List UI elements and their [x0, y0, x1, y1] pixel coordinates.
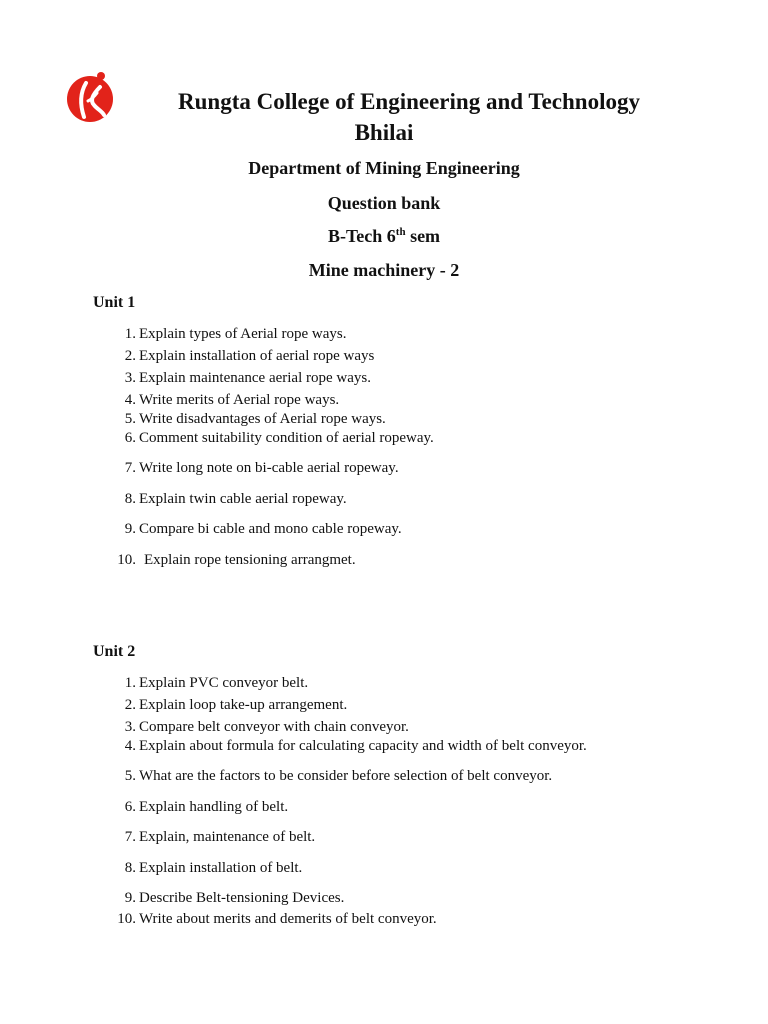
unit-2-heading: Unit 2 — [93, 643, 136, 660]
college-city: Bhilai — [354, 120, 414, 145]
unit-1-heading: Unit 1 — [93, 294, 136, 311]
question-number: 10. — [117, 911, 136, 927]
question-text: Explain maintenance aerial rope ways. — [139, 370, 371, 386]
college-name-text: Rungta College of Engineering and Technology — [178, 89, 640, 114]
question-number: 7. — [124, 460, 136, 476]
question-text: Explain handling of belt. — [139, 799, 289, 815]
question-number: 5. — [124, 768, 136, 784]
course-suffix: sem — [405, 226, 441, 246]
question-number: 3. — [124, 719, 136, 735]
question-text: Explain installation of aerial rope ways — [139, 348, 375, 364]
question-number: 9. — [124, 521, 136, 537]
department-title: Department of Mining Engineering — [248, 158, 520, 178]
question-number: 3. — [124, 370, 136, 386]
question-number: 6. — [124, 430, 136, 446]
course-superscript: th — [395, 226, 406, 238]
question-text: Write about merits and demerits of belt conveyor. — [139, 911, 437, 927]
question-number: 10. — [117, 552, 136, 568]
question-text: What are the factors to be consider before selection of belt conveyor. — [139, 768, 553, 784]
question-number: 6. — [124, 799, 136, 815]
question-text: Explain about formula for calculating capacity and width of belt conveyor. — [139, 738, 587, 754]
question-text: Describe Belt-tensioning Devices. — [139, 890, 345, 906]
question-number: 9. — [124, 890, 136, 906]
question-number: 8. — [124, 491, 136, 507]
subject-title: Mine machinery - 2 — [308, 260, 460, 280]
question-text: Comment suitability condition of aerial ropeway. — [139, 430, 434, 446]
course-prefix: B-Tech 6 — [327, 226, 396, 246]
question-number: 5. — [124, 411, 136, 427]
question-text: Write merits of Aerial rope ways. — [139, 392, 340, 408]
question-number: 4. — [124, 392, 136, 408]
question-text: Explain rope tensioning arrangmet. — [144, 552, 356, 568]
course-semester — [0, 226, 768, 247]
question-text: Explain loop take-up arrangement. — [139, 697, 348, 713]
question-number: 1. — [124, 326, 136, 342]
question-text: Write disadvantages of Aerial rope ways. — [139, 411, 386, 427]
document-type: Question bank — [327, 193, 441, 213]
question-number: 2. — [124, 697, 136, 713]
question-text: Explain, maintenance of belt. — [139, 829, 316, 845]
question-text: Explain PVC conveyor belt. — [139, 675, 309, 691]
question-text: Compare bi cable and mono cable ropeway. — [139, 521, 402, 537]
question-number: 8. — [124, 860, 136, 876]
question-text: Explain twin cable aerial ropeway. — [139, 491, 347, 507]
question-text: Write long note on bi-cable aerial ropeway. — [139, 460, 399, 476]
college-name — [0, 89, 768, 115]
question-text: Compare belt conveyor with chain conveyor. — [139, 719, 409, 735]
question-text: Explain installation of belt. — [139, 860, 303, 876]
question-number: 2. — [124, 348, 136, 364]
question-number: 4. — [124, 738, 136, 754]
question-text: Explain types of Aerial rope ways. — [139, 326, 347, 342]
question-number: 7. — [124, 829, 136, 845]
question-number: 1. — [124, 675, 136, 691]
